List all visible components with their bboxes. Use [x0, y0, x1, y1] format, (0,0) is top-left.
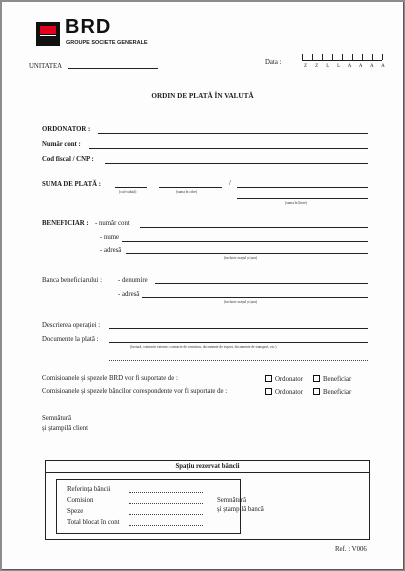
fiscal-code-label: Cod fiscal / CNP :	[42, 156, 94, 163]
beneficiary-name-label: - nume	[100, 234, 120, 241]
corr-fees-ordonator-option[interactable]	[265, 388, 303, 396]
account-number-field[interactable]	[89, 148, 368, 149]
date-tick	[352, 54, 353, 60]
documents-field-2[interactable]	[109, 360, 368, 361]
documents-hint: (factură, contracte externe, contracte de comision, documente de export, documente de transport, etc.)	[130, 345, 277, 349]
brd-fees-ordonator-option[interactable]	[265, 375, 303, 383]
payment-order-form	[2, 2, 404, 570]
fees-label: Speze	[67, 508, 84, 515]
bank-reserved-details	[56, 479, 241, 534]
beneficiary-address-hint: (inclusiv orașul și țara)	[224, 256, 258, 260]
corr-fees-beneficiar-option[interactable]	[313, 388, 351, 396]
logo-white-bar	[40, 35, 56, 36]
commission-label: Comision	[67, 497, 94, 504]
bank-name-field[interactable]	[155, 283, 368, 284]
option-label: Beneficiar	[323, 389, 352, 396]
correspondent-fees-label: Comisioanele și spezele băncilor corespondente vor fi suportate de :	[42, 388, 228, 395]
brand-name: BRD	[65, 16, 112, 38]
date-label: Data :	[265, 59, 282, 66]
amount-label: SUMA DE PLATĂ :	[42, 181, 101, 188]
brd-logo-icon	[36, 22, 60, 46]
client-signature-label: Semnătură	[42, 415, 72, 422]
date-tick	[372, 54, 373, 60]
beneficiary-address-label: - adresă	[100, 247, 122, 254]
date-tick	[312, 54, 313, 60]
beneficiary-account-field[interactable]	[140, 227, 368, 228]
checkbox-icon[interactable]	[265, 388, 272, 395]
amount-digits-hint: (suma în cifre)	[176, 190, 198, 194]
commission-field[interactable]	[129, 503, 203, 504]
bank-reserved-box	[45, 460, 370, 540]
brd-fees-beneficiar-option[interactable]	[313, 375, 351, 383]
date-tick	[302, 54, 303, 60]
option-label: Beneficiar	[323, 376, 352, 383]
bank-label: Banca beneficiarului :	[42, 277, 103, 284]
date-field[interactable]	[302, 60, 382, 61]
beneficiary-address-field[interactable]	[126, 253, 368, 254]
amount-words-field-2[interactable]	[237, 198, 368, 199]
bank-name-label: - denumire	[118, 277, 148, 284]
amount-words-hint: (suma în litere)	[285, 201, 307, 205]
date-format-hint: Z Z L L A A A A	[304, 64, 389, 69]
beneficiary-account-label: - număr cont	[95, 220, 130, 227]
date-tick	[322, 54, 323, 60]
beneficiary-name-field[interactable]	[122, 241, 368, 242]
ordonator-field[interactable]	[98, 133, 368, 134]
documents-field[interactable]	[109, 342, 368, 343]
documents-label: Documente la plată :	[42, 336, 99, 343]
date-tick	[332, 54, 333, 60]
bank-address-label: - adresă	[118, 291, 140, 298]
option-label: Ordonator	[275, 389, 303, 396]
checkbox-icon[interactable]	[313, 388, 320, 395]
checkbox-icon[interactable]	[313, 375, 320, 382]
date-tick	[362, 54, 363, 60]
bank-stamp-label: și ștampilă bancă	[217, 506, 264, 513]
unit-label: UNITATEA	[29, 63, 63, 70]
total-blocked-field[interactable]	[129, 525, 203, 526]
currency-field[interactable]	[115, 187, 147, 188]
unit-field[interactable]	[68, 68, 158, 69]
operation-description-label: Descrierea operației :	[42, 322, 101, 329]
currency-hint: (cod valută)	[119, 190, 137, 194]
fiscal-code-field[interactable]	[105, 163, 368, 164]
amount-digits-field[interactable]	[159, 187, 222, 188]
brd-fees-label: Comisioanele și spezele BRD vor fi suportate de :	[42, 375, 178, 382]
bank-ref-label: Referința băncii	[67, 486, 111, 493]
client-stamp-label: și ștampilă client	[42, 425, 89, 432]
bank-address-field[interactable]	[142, 297, 368, 298]
ordonator-label: ORDONATOR :	[42, 126, 91, 133]
amount-slash: /	[229, 180, 231, 187]
account-number-label: Număr cont :	[42, 141, 81, 148]
checkbox-icon[interactable]	[265, 375, 272, 382]
bank-signature-label: Semnătură	[217, 497, 247, 504]
bank-ref-field[interactable]	[129, 492, 203, 493]
logo-red-square	[40, 26, 56, 34]
amount-words-field-1[interactable]	[237, 187, 368, 188]
bank-address-hint: (inclusiv orașul și țara)	[224, 300, 258, 304]
page-title: ORDIN DE PLATĂ ÎN VALUTĂ	[151, 92, 254, 100]
fees-field[interactable]	[129, 514, 203, 515]
option-label: Ordonator	[275, 376, 303, 383]
form-reference: Ref. : V006	[335, 546, 367, 553]
bank-reserved-title: Spațiu rezervat băncii	[46, 461, 369, 473]
total-blocked-label: Total blocat în cont	[67, 519, 120, 526]
date-tick	[342, 54, 343, 60]
beneficiary-label: BENEFICIAR :	[42, 220, 89, 227]
date-tick	[382, 54, 383, 60]
operation-description-field[interactable]	[109, 328, 368, 329]
brand-subtitle: GROUPE SOCIETE GENERALE	[66, 40, 148, 46]
